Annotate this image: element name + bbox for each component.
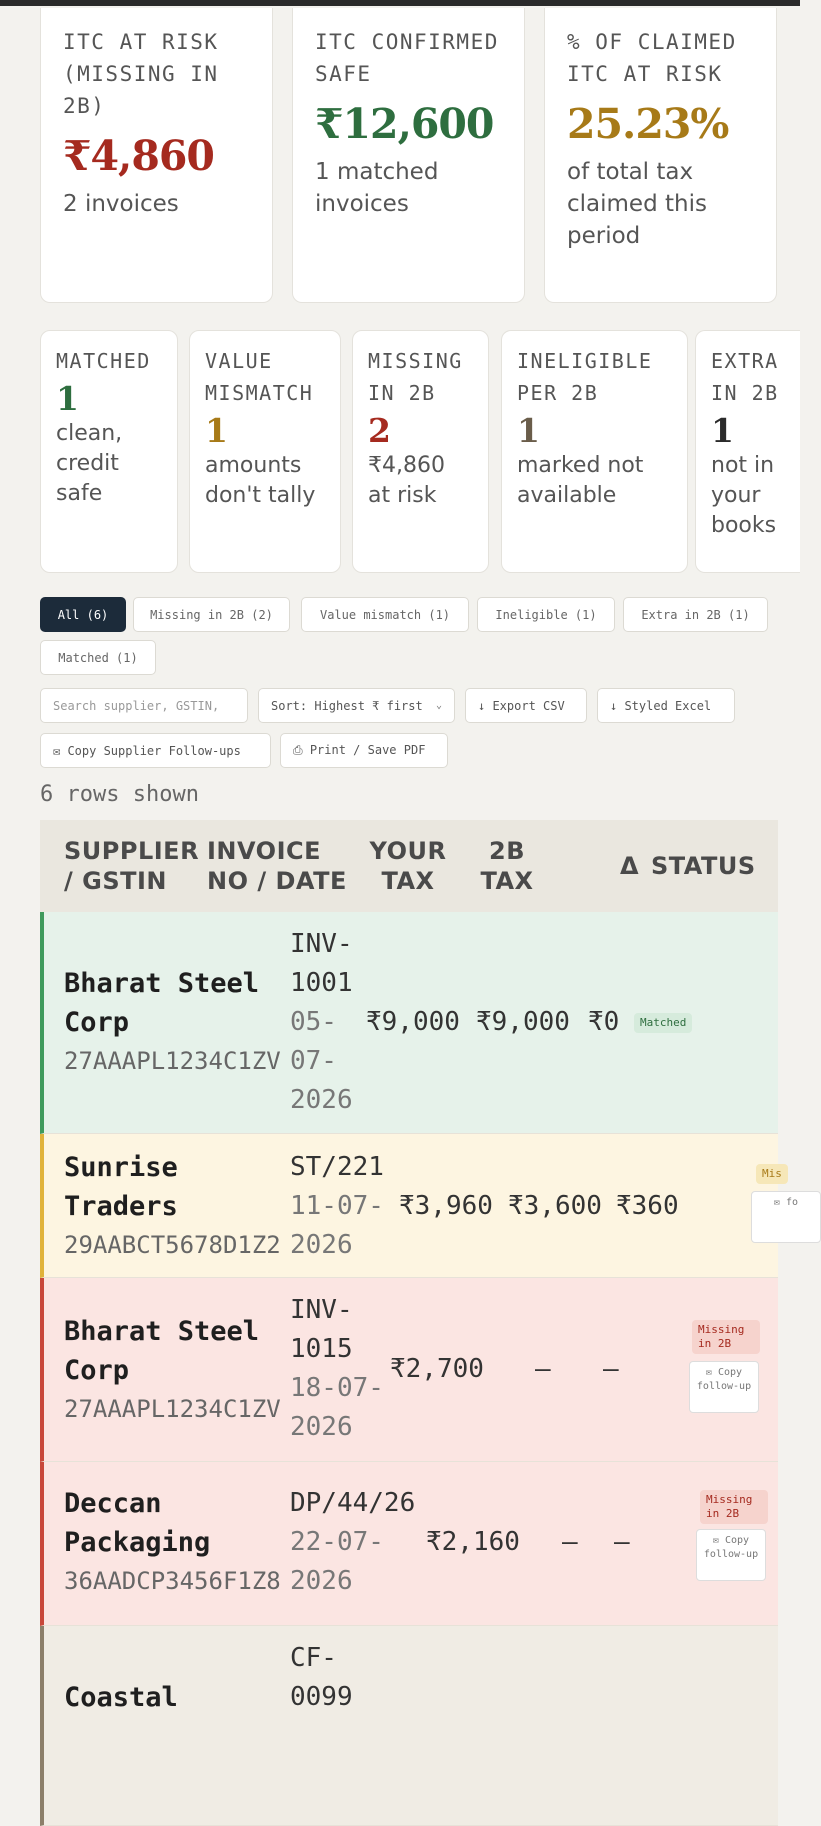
stat-label: VALUE MISMATCH — [205, 349, 314, 405]
invoice-cell — [290, 1639, 360, 1717]
supplier-name: Coastal — [64, 1682, 178, 1713]
stat-matched[interactable] — [40, 330, 178, 573]
table-row[interactable] — [40, 912, 778, 1134]
reconciliation-table — [40, 820, 799, 1720]
stat-missing-in-2b[interactable] — [352, 330, 489, 573]
stat-value: 1 — [205, 411, 228, 450]
sort-select-value: Sort: Highest ₹ first — [271, 698, 423, 713]
copy-followup-button[interactable]: ✉ fo — [751, 1191, 821, 1243]
th-2b-tax: 2B TAX — [480, 837, 534, 895]
export-csv-button[interactable]: ↓ Export CSV — [465, 688, 587, 723]
invoice-date: 11-07-2026 — [290, 1191, 384, 1260]
rows-shown-count: 6 rows shown — [40, 782, 199, 807]
2b-tax-value: ₹9,000 — [476, 1007, 570, 1037]
your-tax-value: ₹3,960 — [399, 1191, 493, 1221]
table-row[interactable] — [40, 1278, 778, 1462]
stat-ineligible[interactable] — [501, 330, 688, 573]
stat-label: INELIGIBLE PER 2B — [517, 349, 653, 405]
stat-sub: clean, credit safe — [56, 421, 123, 506]
filter-missing-in-2b[interactable]: Missing in 2B (2) — [133, 597, 290, 632]
kpi-label: ITC AT RISK (MISSING IN 2B) — [63, 30, 219, 118]
table-row[interactable] — [40, 1462, 778, 1626]
stat-value: 1 — [711, 411, 734, 450]
kpi-value: ₹12,600 — [315, 100, 494, 148]
print-save-pdf-button[interactable]: ⎙ Print / Save PDF — [280, 733, 448, 768]
supplier-gstin: 27AAAPL1234C1ZV — [64, 1395, 281, 1423]
delta-value: — — [603, 1354, 619, 1384]
invoice-date: 18-07-2026 — [290, 1373, 384, 1442]
stat-sub: marked not available — [517, 453, 644, 508]
your-tax-value: ₹9,000 — [366, 1007, 460, 1037]
search-input[interactable]: Search supplier, GSTIN, — [40, 688, 248, 723]
invoice-date: 22-07-2026 — [290, 1527, 384, 1596]
stat-value-mismatch[interactable] — [189, 330, 341, 573]
copy-followup-button[interactable]: ✉ Copy follow-up — [696, 1529, 766, 1581]
2b-tax-value: — — [535, 1354, 551, 1384]
supplier-gstin: 27AAAPL1234C1ZV — [64, 1047, 281, 1075]
stat-value: 2 — [368, 411, 391, 450]
supplier-gstin: 36AADCP3456F1Z8 — [64, 1567, 281, 1595]
th-delta: Δ — [620, 852, 640, 880]
supplier-cell — [64, 964, 284, 1081]
2b-tax-value: — — [562, 1527, 578, 1557]
delta-value: ₹360 — [616, 1191, 679, 1221]
stat-sub: ₹4,860 at risk — [368, 453, 445, 508]
supplier-name: Bharat Steel Corp — [64, 968, 260, 1038]
filter-matched[interactable]: Matched (1) — [40, 640, 156, 675]
kpi-value: 25.23% — [567, 100, 729, 148]
status-badge: Missing in 2B — [692, 1320, 760, 1354]
th-supplier: SUPPLIER / GSTIN — [64, 837, 200, 895]
invoice-date: 05-07-2026 — [290, 1007, 353, 1115]
your-tax-value: ₹2,160 — [426, 1527, 520, 1557]
stat-sub: not in your books — [711, 453, 777, 538]
stat-value: 1 — [517, 411, 540, 450]
window-top-edge — [0, 0, 800, 6]
filter-all[interactable]: All (6) — [40, 597, 126, 632]
status-badge: Missing in 2B — [700, 1490, 768, 1524]
kpi-itc-confirmed-safe — [292, 8, 525, 303]
supplier-cell — [64, 1484, 284, 1601]
table-header — [40, 820, 778, 912]
kpi-itc-at-risk — [40, 8, 273, 303]
kpi-sub: of total tax claimed this period — [567, 159, 707, 249]
invoice-number: CF-0099 — [290, 1643, 353, 1712]
supplier-cell — [64, 1678, 284, 1717]
supplier-cell — [64, 1148, 284, 1265]
supplier-cell — [64, 1312, 284, 1429]
status-badge: Matched — [634, 1013, 692, 1033]
supplier-gstin: 29AABCT5678D1Z2 — [64, 1231, 281, 1259]
supplier-name: Deccan Packaging — [64, 1488, 211, 1558]
th-your-tax: YOUR TAX — [369, 837, 447, 895]
2b-tax-value: ₹3,600 — [508, 1191, 602, 1221]
stat-value: 1 — [56, 379, 79, 418]
table-row[interactable] — [40, 1626, 778, 1826]
invoice-number: INV-1001 — [290, 929, 353, 998]
status-badge: Mis — [756, 1164, 788, 1184]
kpi-sub: 2 invoices — [63, 191, 179, 217]
delta-value: — — [614, 1527, 630, 1557]
filter-ineligible[interactable]: Ineligible (1) — [477, 597, 615, 632]
invoice-number: DP/44/26 — [290, 1488, 416, 1518]
invoice-number: ST/221 — [290, 1152, 384, 1182]
chevron-down-icon: ⌄ — [435, 700, 442, 711]
stat-label: MISSING IN 2B — [368, 349, 463, 405]
kpi-label: % OF CLAIMED ITC AT RISK — [567, 30, 737, 86]
invoice-cell — [290, 1291, 385, 1447]
copy-followup-button[interactable]: ✉ Copy follow-up — [689, 1361, 759, 1413]
stat-sub: amounts don't tally — [205, 453, 316, 508]
supplier-name: Sunrise Traders — [64, 1152, 178, 1222]
your-tax-value: ₹2,700 — [390, 1354, 484, 1384]
kpi-sub: 1 matched invoices — [315, 159, 439, 217]
styled-excel-button[interactable]: ↓ Styled Excel — [597, 688, 735, 723]
invoice-cell — [290, 1148, 390, 1265]
stat-label: EXTRA IN 2B — [711, 349, 779, 405]
delta-value: ₹0 — [588, 1007, 620, 1037]
table-row[interactable] — [40, 1134, 799, 1278]
invoice-cell — [290, 925, 360, 1120]
supplier-name: Bharat Steel Corp — [64, 1316, 260, 1386]
stat-label: MATCHED — [56, 349, 151, 373]
th-invoice: INVOICE NO / DATE — [207, 837, 347, 895]
filter-extra-in-2b[interactable]: Extra in 2B (1) — [623, 597, 768, 632]
copy-supplier-followups-button[interactable]: ✉ Copy Supplier Follow-ups — [40, 733, 271, 768]
kpi-percent-at-risk — [544, 8, 777, 303]
stat-extra-in-2b[interactable] — [695, 330, 800, 573]
sort-select[interactable] — [258, 688, 455, 723]
invoice-number: INV-1015 — [290, 1295, 353, 1364]
kpi-label: ITC CONFIRMED SAFE — [315, 30, 499, 86]
filter-value-mismatch[interactable]: Value mismatch (1) — [301, 597, 469, 632]
kpi-value: ₹4,860 — [63, 132, 214, 180]
th-status: STATUS — [651, 852, 756, 880]
